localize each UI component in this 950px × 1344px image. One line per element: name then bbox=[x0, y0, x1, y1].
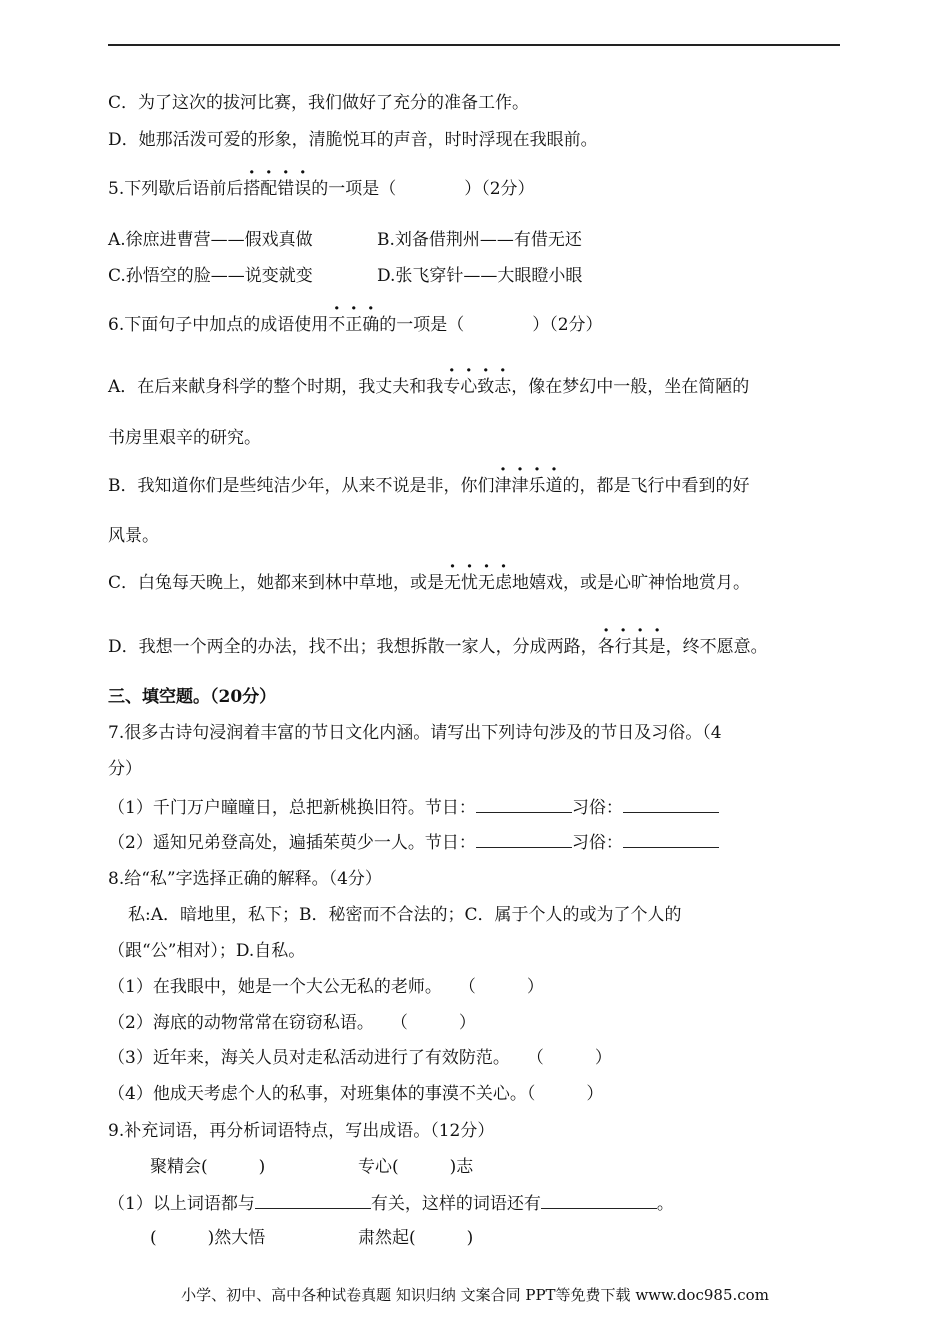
q5-option-c: C.孙悟空的脸——说变就变 bbox=[108, 266, 313, 286]
dotted-char: 误 bbox=[294, 179, 312, 199]
q8-item-1: （1）在我眼中，她是一个大公无私的老师。 （ ） bbox=[108, 977, 544, 997]
dotted-char: 专 bbox=[443, 377, 461, 397]
dotted-emphasis bbox=[443, 377, 511, 397]
question-7-line2: 分） bbox=[108, 759, 142, 779]
dotted-char: 无 bbox=[478, 573, 496, 593]
answer-blank[interactable] bbox=[541, 1192, 657, 1209]
dotted-char: 乐 bbox=[528, 476, 546, 496]
answer-blank[interactable] bbox=[623, 796, 719, 813]
q9-word-3: ( )然大悟 bbox=[150, 1228, 266, 1248]
q8-item-3: （3）近年来，海关人员对走私活动进行了有效防范。 （ ） bbox=[108, 1048, 612, 1068]
dotted-emphasis bbox=[243, 179, 311, 199]
dotted-emphasis bbox=[495, 476, 563, 496]
q9-word-4: 肃然起( ) bbox=[358, 1228, 474, 1248]
q5-option-d: D.张飞穿针——大眼瞪小眼 bbox=[377, 266, 583, 286]
dotted-char: 忧 bbox=[461, 573, 479, 593]
answer-blank[interactable] bbox=[623, 831, 719, 848]
dotted-char: 搭 bbox=[243, 179, 261, 199]
q9-word-1: 聚精会( ) bbox=[150, 1157, 266, 1177]
option-d-prev: D．她那活泼可爱的形象，清脆悦耳的声音，时时浮现在我眼前。 bbox=[108, 130, 598, 150]
q7-sentence-2: （2）遥知兄弟登高处，遍插茱萸少一人。节日： 习俗： bbox=[108, 831, 719, 854]
answer-blank[interactable] bbox=[476, 796, 572, 813]
dotted-emphasis bbox=[444, 573, 512, 593]
answer-blank[interactable] bbox=[476, 831, 572, 848]
dotted-char: 不 bbox=[328, 315, 346, 335]
dotted-char: 行 bbox=[614, 637, 632, 657]
q8-item-4: （4）他成天考虑个人的私事，对班集体的事漠不关心。（ ） bbox=[108, 1084, 604, 1104]
dotted-char: 是 bbox=[648, 637, 666, 657]
dotted-char: 无 bbox=[444, 573, 462, 593]
q6-option-b-line1: B．我知道你们是些纯洁少年，从来不说是非，你们津津乐道的，都是飞行中看到的好 bbox=[108, 476, 750, 496]
q5-option-b: B.刘备借荆州——有借无还 bbox=[377, 230, 582, 250]
dotted-emphasis bbox=[328, 315, 379, 335]
dotted-char: 虑 bbox=[495, 573, 513, 593]
header-rule bbox=[108, 44, 840, 46]
q8-definition-1: 私:A．暗地里，私下；B．秘密而不合法的；C．属于个人的或为了个人的 bbox=[128, 905, 682, 925]
dotted-char: 各 bbox=[597, 637, 615, 657]
dotted-char: 津 bbox=[511, 476, 529, 496]
dotted-char: 津 bbox=[494, 476, 512, 496]
question-8: 8.给“私”字选择正确的解释。（4分） bbox=[108, 869, 382, 889]
q6-option-b-line2: 风景。 bbox=[108, 526, 159, 546]
dotted-char: 志 bbox=[494, 377, 512, 397]
question-6: 6.下面句子中加点的成语使用不正确的一项是（ ）（2分） bbox=[108, 315, 603, 335]
q9-word-2: 专心( )志 bbox=[358, 1157, 474, 1177]
q6-option-a-line2: 书房里艰辛的研究。 bbox=[108, 428, 261, 448]
q6-option-c: C．白兔每天晚上，她都来到林中草地，或是无忧无虑地嬉戏，或是心旷神怡地赏月。 bbox=[108, 573, 751, 593]
q6-option-a-line1: A．在后来献身科学的整个时期，我丈夫和我专心致志，像在梦幻中一般，坐在简陋的 bbox=[108, 377, 750, 397]
dotted-char: 确 bbox=[362, 315, 380, 335]
q7-sentence-1: （1）千门万户曈曈日，总把新桃换旧符。节日： 习俗： bbox=[108, 796, 719, 819]
section-3-title: 三、填空题。（20分） bbox=[108, 687, 277, 707]
q8-definition-2: （跟“公”相对）；D.自私。 bbox=[108, 941, 306, 961]
dotted-char: 道 bbox=[545, 476, 563, 496]
q8-item-2: （2）海底的动物常常在窃窃私语。 （ ） bbox=[108, 1013, 476, 1033]
q9-sentence-1: （1）以上词语都与 有关，这样的词语还有 。 bbox=[108, 1194, 674, 1214]
question-5: 5.下列歇后语前后搭配错误的一项是（ ）（2分） bbox=[108, 179, 535, 199]
question-9: 9.补充词语，再分析词语特点，写出成语。（12分） bbox=[108, 1121, 495, 1141]
answer-blank[interactable] bbox=[255, 1192, 371, 1209]
dotted-emphasis bbox=[598, 637, 666, 657]
dotted-char: 其 bbox=[631, 637, 649, 657]
footer-text: 小学、初中、高中各种试卷真题 知识归纳 文案合同 PPT等免费下载 www.doc985.com bbox=[181, 1286, 769, 1304]
dotted-char: 正 bbox=[345, 315, 363, 335]
dotted-char: 配 bbox=[260, 179, 278, 199]
q5-option-a: A.徐庶进曹营——假戏真做 bbox=[108, 230, 313, 250]
question-7-line1: 7.很多古诗句浸润着丰富的节日文化内涵。请写出下列诗句涉及的节日及习俗。（4 bbox=[108, 723, 722, 743]
dotted-char: 致 bbox=[477, 377, 495, 397]
dotted-char: 心 bbox=[460, 377, 478, 397]
option-c-prev: C．为了这次的拔河比赛，我们做好了充分的准备工作。 bbox=[108, 93, 530, 113]
dotted-char: 错 bbox=[277, 179, 295, 199]
q6-option-d: D．我想一个两全的办法，找不出；我想拆散一家人，分成两路，各行其是，终不愿意。 bbox=[108, 637, 768, 657]
